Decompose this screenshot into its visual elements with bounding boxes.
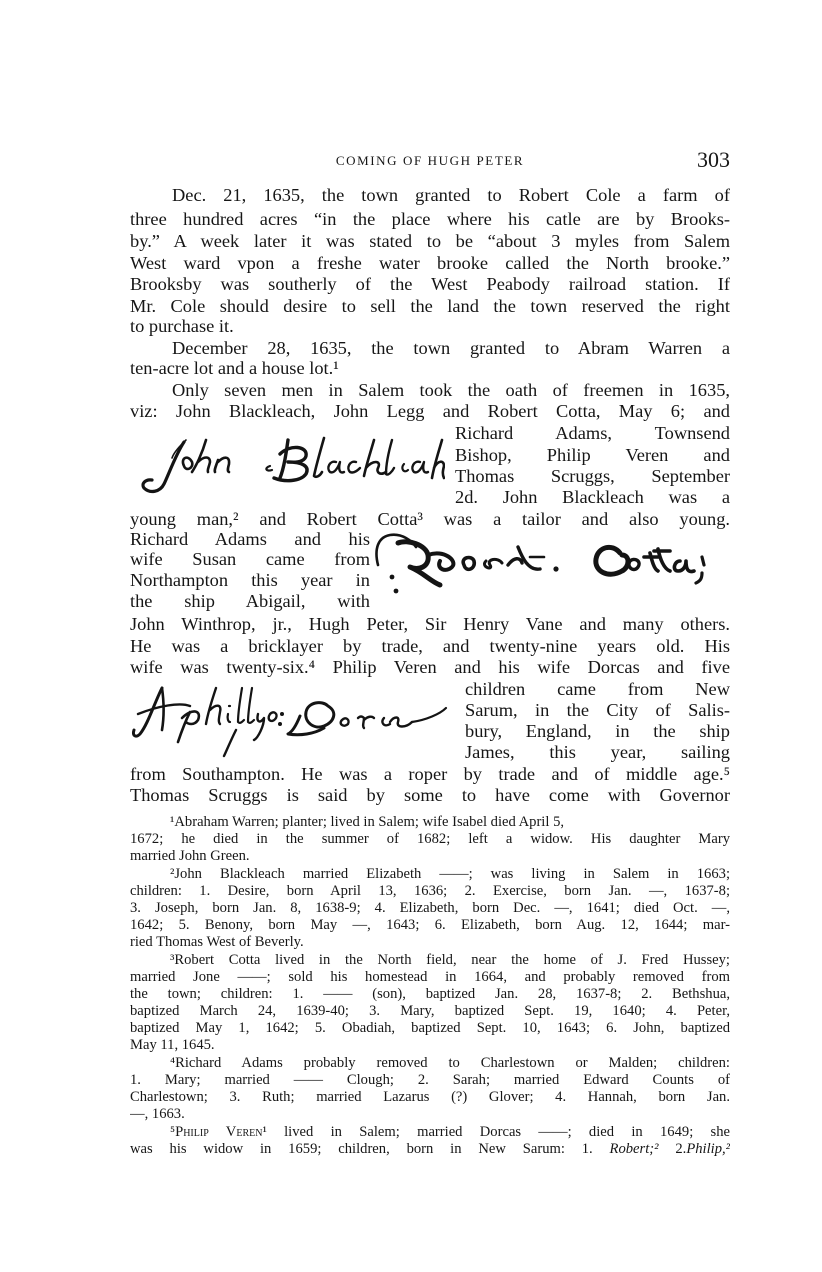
body-line: Only seven men in Salem took the oath of freemen in 1635, — [172, 380, 730, 400]
body-line: 2d. John Blackleach was a — [455, 487, 730, 507]
running-head — [130, 147, 730, 175]
footnote-line: ried Thomas West of Beverly. — [130, 934, 304, 950]
footnote-text: 2. — [658, 1141, 687, 1157]
body-line: wife Susan came from — [130, 549, 370, 569]
footnote-line: ¹Abraham Warren; planter; lived in Salem; wife Isabel died April 5, — [170, 814, 565, 830]
footnote-line — [130, 1141, 730, 1158]
body-line: He was a bricklayer by trade, and twenty-nine years old. His — [130, 636, 730, 656]
footnote-line: children: 1. Desire, born April 13, 1636; 2. Exercise, born Jan. —, 1637-8; — [130, 883, 730, 899]
body-line: Northampton this year in — [130, 570, 370, 590]
body-line: West ward vpon a freshe water brooke called the North brooke.” — [130, 253, 730, 273]
body-line: Richard Adams and his — [130, 529, 370, 549]
footnote-line: baptized May 1, 1642; 5. Obadiah, baptized Sept. 10, 1643; 6. John, baptized — [130, 1020, 730, 1036]
body-line: John Winthrop, jr., Hugh Peter, Sir Henry Vane and many others. — [130, 614, 730, 634]
body-line: wife was twenty-six.⁴ Philip Veren and his wife Dorcas and five — [130, 657, 730, 677]
body-line: bury, England, in the ship — [465, 721, 730, 741]
footnote-line: 1. Mary; married —— Clough; 2. Sarah; married Edward Counts of — [130, 1072, 730, 1088]
body-line: Thomas Scruggs is said by some to have come with Governor — [130, 785, 730, 805]
body-line: Dec. 21, 1635, the town granted to Robert Cole a farm of — [172, 185, 730, 205]
footnote-line: May 11, 1645. — [130, 1037, 215, 1053]
body-line: Richard Adams, Townsend — [455, 423, 730, 443]
footnote-line: married John Green. — [130, 848, 250, 864]
body-line: the ship Abigail, with — [130, 591, 370, 611]
footnote-line: —, 1663. — [130, 1106, 185, 1122]
footnote-line: baptized March 24, 1639-40; 3. Mary, baptized Sept. 19, 1640; 4. Peter, — [130, 1003, 730, 1019]
body-line: from Southampton. He was a roper by trade and of middle age.⁵ — [130, 764, 730, 784]
body-line: ten-acre lot and a house lot.¹ — [130, 358, 339, 378]
signature-drawing — [368, 527, 728, 607]
signature-philip-veren — [128, 680, 463, 762]
footnote-line: 1672; he died in the summer of 1682; left a widow. His daughter Mary — [130, 831, 730, 847]
body-line: James, this year, sailing — [465, 742, 730, 762]
footnote-text: ¹ lived in Salem; married Dorcas ——; died in 1649; she — [262, 1124, 730, 1140]
signature-robert-cotta — [368, 527, 728, 607]
signature-drawing — [130, 432, 445, 500]
footnote-mark: ⁵ — [170, 1124, 176, 1140]
footnote-line: ³Robert Cotta lived in the North field, near the home of J. Fred Hussey; — [170, 952, 730, 968]
footnote-child: Robert;² — [609, 1141, 659, 1157]
body-line: Brooksby was southerly of the West Peabody railroad station. If — [130, 274, 730, 294]
signature-drawing — [128, 680, 463, 762]
body-line: viz: John Blackleach, John Legg and Robert Cotta, May 6; and — [130, 401, 730, 421]
footnote-line: ²John Blackleach married Elizabeth ——; was living in Salem in 1663; — [170, 866, 730, 882]
footnote-line — [130, 1124, 730, 1141]
body-line: children came from New — [465, 679, 730, 699]
footnote-line: 3. Joseph, born Jan. 8, 1638-9; 4. Elizabeth, born Dec. —, 1641; died Oct. —, — [130, 900, 730, 916]
footnote-line: Charlestown; 3. Ruth; married Lazarus (?) Glover; 4. Hannah, born Jan. — [130, 1089, 730, 1105]
footnote-text: was his widow in 1659; children, born in New Sarum: 1. — [130, 1141, 610, 1157]
body-line: by.” A week later it was stated to be “about 3 myles from Salem — [130, 231, 730, 251]
body-line: to purchase it. — [130, 316, 234, 336]
footnote-child: Philip,² — [686, 1141, 730, 1157]
page-number: 303 — [697, 147, 730, 172]
footnote-line: 1642; 5. Benony, born May —, 1643; 6. Elizabeth, born Aug. 12, 1644; mar- — [130, 917, 730, 933]
signature-john-blackleach — [130, 432, 445, 500]
body-line: Sarum, in the City of Salis- — [465, 700, 730, 720]
body-line: three hundred acres “in the place where his catle are by Brooks- — [130, 209, 730, 229]
footnote-line: married Jone ——; sold his homestead in 1664, and probably removed from — [130, 969, 730, 985]
body-line: young man,² and Robert Cotta³ was a tailor and also young. — [130, 509, 730, 529]
body-line: Mr. Cole should desire to sell the land the town reserved the right — [130, 296, 730, 316]
body-line: Bishop, Philip Veren and — [455, 445, 730, 465]
footnote-name: Philip Veren — [175, 1124, 263, 1140]
footnote-line: the town; children: 1. —— (son), baptized Jan. 28, 1637-8; 2. Bethshua, — [130, 986, 730, 1002]
running-title: COMING OF HUGH PETER — [335, 153, 525, 168]
body-line: Thomas Scruggs, September — [455, 466, 730, 486]
footnote-line: ⁴Richard Adams probably removed to Charlestown or Malden; children: — [170, 1055, 730, 1071]
body-line: December 28, 1635, the town granted to Abram Warren a — [172, 338, 730, 358]
